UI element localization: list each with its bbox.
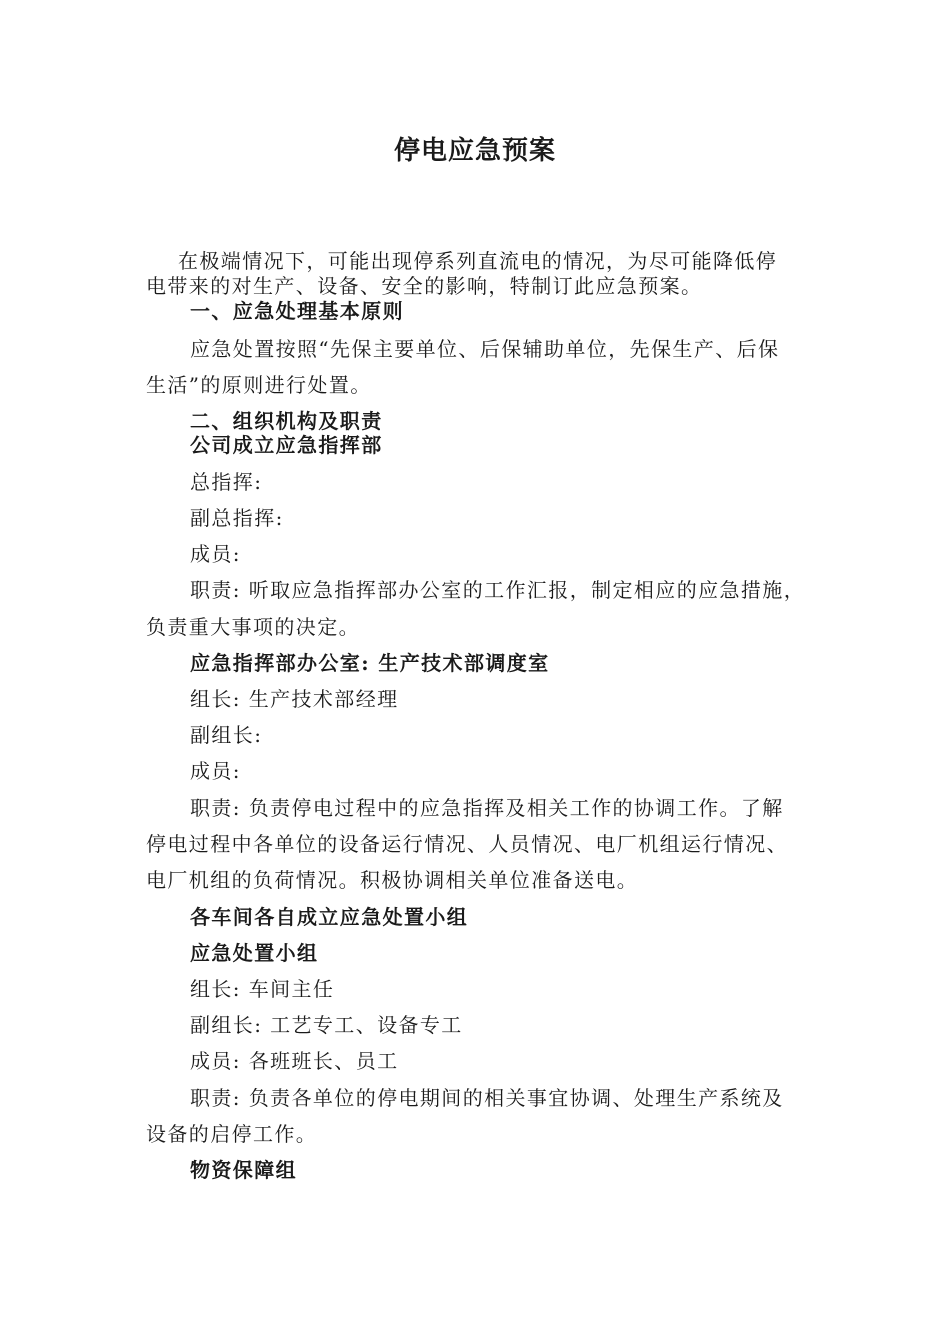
office-deputy: 副组长:	[190, 723, 263, 747]
workshop-members: 成员: 各班班长、员工	[190, 1049, 399, 1073]
supply-heading: 物资保障组	[190, 1158, 297, 1182]
office-members: 成员:	[190, 759, 241, 783]
command-deputy: 副总指挥:	[190, 506, 284, 530]
office-duty-line-3: 电厂机组的负荷情况。积极协调相关单位准备送电。	[146, 868, 639, 892]
workshop-duty-line-2: 设备的启停工作。	[146, 1122, 318, 1146]
workshop-duty-line-1: 职责: 负责各单位的停电期间的相关事宜协调、处理生产系统及	[190, 1086, 784, 1110]
intro-line-2: 电带来的对生产、设备、安全的影响，特制订此应急预案。	[146, 274, 703, 298]
command-heading: 公司成立应急指挥部	[190, 433, 383, 457]
command-members: 成员:	[190, 542, 241, 566]
workshop-subheading: 应急处置小组	[190, 941, 319, 965]
command-duty-line-1: 职责: 听取应急指挥部办公室的工作汇报，制定相应的应急措施，	[190, 578, 806, 602]
workshop-deputy: 副组长: 工艺专工、设备专工	[190, 1013, 463, 1037]
section1-body-line-2: 生活”的原则进行处置。	[146, 373, 372, 397]
workshop-leader: 组长: 车间主任	[190, 977, 335, 1001]
command-duty-line-2: 负责重大事项的决定。	[146, 615, 360, 639]
command-chief: 总指挥:	[190, 470, 263, 494]
section1-heading: 一、应急处理基本原则	[190, 299, 404, 323]
document-title: 停电应急预案	[393, 136, 556, 166]
workshop-heading: 各车间各自成立应急处置小组	[190, 905, 469, 929]
office-duty-line-1: 职责: 负责停电过程中的应急指挥及相关工作的协调工作。了解	[190, 796, 784, 820]
section1-body-line-1: 应急处置按照“先保主要单位、后保辅助单位，先保生产、后保	[190, 337, 780, 361]
office-leader: 组长: 生产技术部经理	[190, 687, 399, 711]
intro-line-1: 在极端情况下，可能出现停系列直流电的情况，为尽可能降低停	[178, 249, 778, 273]
section2-heading: 二、组织机构及职责	[190, 409, 383, 433]
office-heading: 应急指挥部办公室: 生产技术部调度室	[190, 651, 550, 675]
office-duty-line-2: 停电过程中各单位的设备运行情况、人员情况、电厂机组运行情况、	[146, 832, 788, 856]
